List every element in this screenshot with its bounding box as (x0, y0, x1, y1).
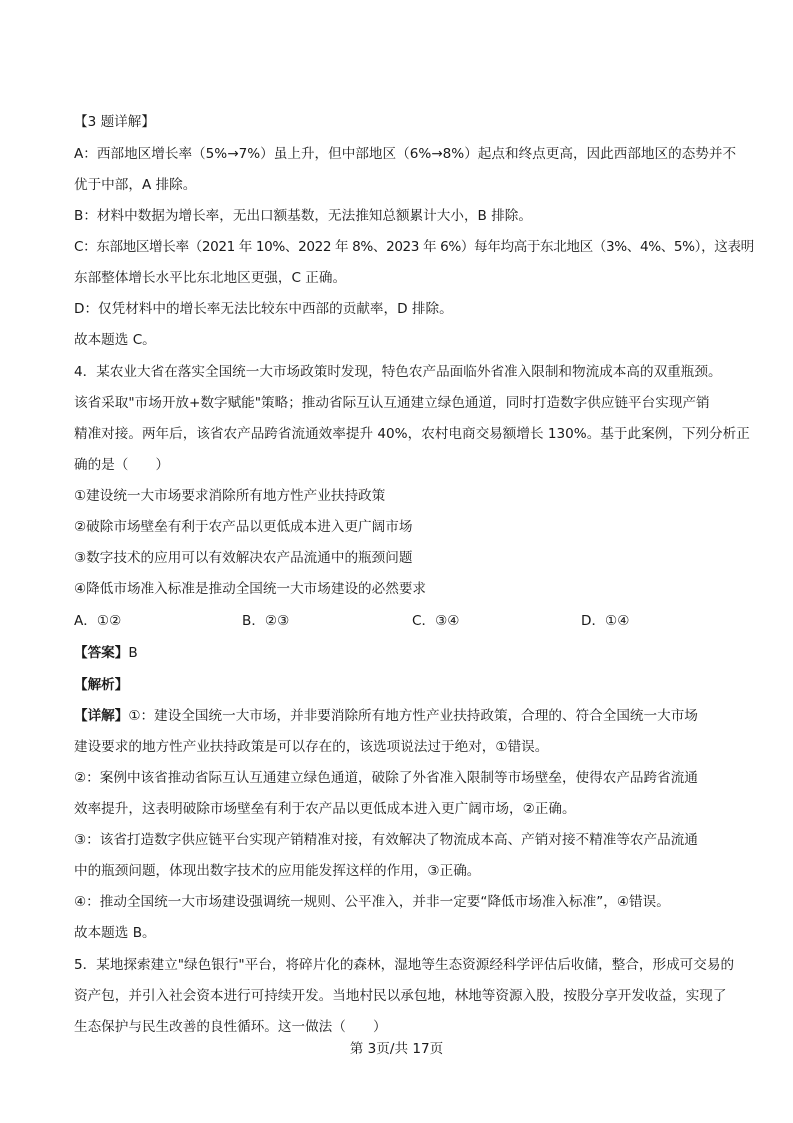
q4-stem-line3: 精准对接。两年后，该省农产品跨省流通效率提升 40%，农村电商交易额增长 130%。基于此案例，下列分析正 (74, 426, 750, 442)
q4-stem-line1: 4．某农业大省在落实全国统一大市场政策时发现，特色农产品面临外省准入限制和物流成本高的双重瓶颈。 (74, 364, 722, 380)
q4-analysis-label: 【解析】 (74, 677, 129, 693)
section3-option-d: D：仅凭材料中的增长率无法比较东中西部的贡献率，D 排除。 (74, 301, 453, 317)
q4-detail-2-line2: 效率提升，这表明破除市场壁垒有利于农产品以更低成本进入更广阔市场，②正确。 (74, 801, 576, 817)
q4-statement-4: ④降低市场准入标准是推动全国统一大市场建设的必然要求 (74, 581, 427, 597)
q4-detail-3-line1: ③：该省打造数字供应链平台实现产销精准对接，有效解决了物流成本高、产销对接不精准等农产品流通 (74, 832, 698, 848)
q4-detail-1-line2: 建设要求的地方性产业扶持政策是可以存在的，该选项说法过于绝对，①错误。 (74, 739, 549, 755)
q4-statement-1: ①建设统一大市场要求消除所有地方性产业扶持政策 (74, 488, 386, 504)
q4-detail-1-line1 (74, 706, 753, 726)
q4-detail-2-line1: ②：案例中该省推动省际互认互通建立绿色通道，破除了外省准入限制等市场壁垒，使得农产品跨省流通 (74, 770, 698, 786)
q4-detail-4: ④：推动全国统一大市场建设强调统一规则、公平准入，并非一定要“降低市场准入标准”，④错误。 (74, 894, 670, 910)
q4-conclusion: 故本题选 B。 (74, 925, 156, 941)
section3-option-c-line1: C：东部地区增长率（2021 年 10%、2022 年 8%、2023 年 6%）每年均高于东北地区（3%、4%、5%），这表明 (74, 239, 754, 255)
q5-stem-line1: 5．某地探索建立"绿色银行"平台，将碎片化的森林，湿地等生态资源经科学评估后收储，整合，形成可交易的 (74, 957, 735, 973)
q4-stem-line4: 确的是（ ） (74, 457, 170, 473)
q4-option-b: B．②③ (242, 613, 290, 629)
section3-option-a-line1: A：西部地区增长率（5%→7%）虽上升，但中部地区（6%→8%）起点和终点更高，因此西部地区的态势并不 (74, 146, 737, 162)
q4-detail-3-line2: 中的瓶颈问题，体现出数字技术的应用能发挥这样的作用，③正确。 (74, 863, 481, 879)
section3-heading: 【3 题详解】 (74, 114, 155, 130)
q4-answer (74, 643, 753, 663)
q5-stem-line3: 生态保护与民生改善的良性循环。这一做法（ ） (74, 1019, 387, 1035)
q4-statement-3: ③数字技术的应用可以有效解决农产品流通中的瓶颈问题 (74, 550, 413, 566)
q4-stem-line2: 该省采取"市场开放+数字赋能"策略；推动省际互认互通建立绿色通道，同时打造数字供应链平台实现产销 (74, 395, 710, 411)
answer-label: 【答案】 (74, 645, 129, 661)
section3-option-b: B：材料中数据为增长率，无出口额基数，无法推知总额累计大小，B 排除。 (74, 208, 532, 224)
section3-option-c-line2: 东部整体增长水平比东北地区更强，C 正确。 (74, 270, 347, 286)
page-footer: 第 3页/共 17页 (349, 1041, 444, 1057)
q5-stem-line2: 资产包，并引入社会资本进行可持续开发。当地村民以承包地，林地等资源入股，按股分享开发收益，实现了 (74, 988, 727, 1004)
answer-value: B (128, 645, 138, 661)
q4-option-d: D．①④ (581, 613, 630, 629)
detail-label: 【详解】 (74, 708, 129, 724)
q4-statement-2: ②破除市场壁垒有利于农产品以更低成本进入更广阔市场 (74, 519, 413, 535)
detail-1-text: ①：建设全国统一大市场，并非要消除所有地方性产业扶持政策，合理的、符合全国统一大市场 (128, 708, 698, 724)
q4-option-c: C．③④ (412, 613, 460, 629)
q4-option-a: A．①② (74, 613, 122, 629)
section3-option-a-line2: 优于中部，A 排除。 (74, 177, 197, 193)
section3-conclusion: 故本题选 C。 (74, 332, 156, 348)
